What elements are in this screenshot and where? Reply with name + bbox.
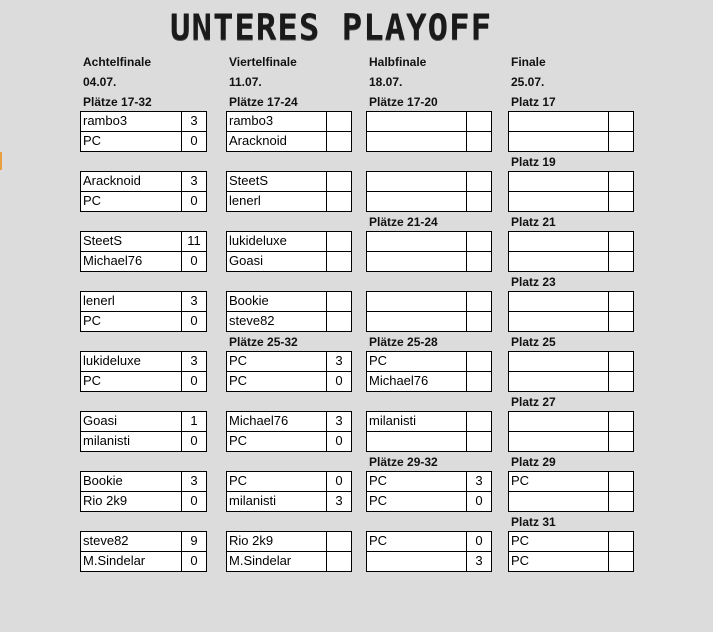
player-cell[interactable]: PC — [226, 471, 328, 492]
score-cell[interactable] — [466, 311, 492, 332]
score-cell[interactable]: 11 — [181, 231, 207, 252]
player-cell[interactable]: PC — [226, 351, 328, 372]
score-cell[interactable] — [326, 531, 352, 552]
score-cell[interactable] — [466, 251, 492, 272]
score-cell[interactable] — [466, 371, 492, 392]
date-achtelfinale: 04.07. — [83, 75, 117, 89]
player-cell[interactable]: PC — [80, 191, 182, 212]
player-cell[interactable]: milanisti — [366, 411, 468, 432]
label-platz-27: Platz 27 — [511, 395, 556, 409]
range-achtelfinale: Plätze 17-32 — [83, 95, 152, 109]
player-cell[interactable] — [508, 111, 610, 132]
score-cell[interactable]: 0 — [326, 431, 352, 452]
player-cell[interactable] — [508, 191, 610, 212]
score-cell[interactable] — [466, 131, 492, 152]
score-cell[interactable] — [466, 111, 492, 132]
player-cell[interactable] — [366, 551, 468, 572]
player-cell[interactable] — [508, 311, 610, 332]
player-cell[interactable] — [366, 431, 468, 452]
score-cell[interactable] — [608, 311, 634, 332]
range-viertelfinale: Plätze 17-24 — [229, 95, 298, 109]
player-cell[interactable]: steve82 — [226, 311, 328, 332]
score-cell[interactable]: 3 — [326, 491, 352, 512]
player-cell[interactable]: PC — [226, 371, 328, 392]
label-plaetze-25-28: Plätze 25-28 — [369, 335, 438, 349]
player-cell[interactable] — [366, 131, 468, 152]
score-cell[interactable]: 3 — [181, 171, 207, 192]
score-cell[interactable] — [466, 191, 492, 212]
label-platz-23: Platz 23 — [511, 275, 556, 289]
player-cell[interactable]: Michael76 — [226, 411, 328, 432]
score-cell[interactable] — [608, 251, 634, 272]
player-cell[interactable] — [508, 291, 610, 312]
score-cell[interactable] — [466, 231, 492, 252]
player-cell[interactable] — [508, 131, 610, 152]
label-platz-31: Platz 31 — [511, 515, 556, 529]
player-cell[interactable] — [366, 191, 468, 212]
score-cell[interactable]: 0 — [181, 431, 207, 452]
score-cell[interactable] — [608, 371, 634, 392]
player-cell[interactable] — [366, 111, 468, 132]
player-cell[interactable]: SteetS — [226, 171, 328, 192]
score-cell[interactable]: 0 — [326, 471, 352, 492]
player-cell[interactable]: lukideluxe — [226, 231, 328, 252]
player-cell[interactable]: Bookie — [226, 291, 328, 312]
player-cell[interactable]: Goasi — [226, 251, 328, 272]
player-cell[interactable]: milanisti — [226, 491, 328, 512]
score-cell[interactable]: 0 — [181, 131, 207, 152]
player-cell[interactable]: steve82 — [80, 531, 182, 552]
player-cell[interactable]: Rio 2k9 — [80, 491, 182, 512]
score-cell[interactable] — [608, 491, 634, 512]
round-achtelfinale: Achtelfinale — [83, 55, 152, 69]
label-platz-29: Platz 29 — [511, 455, 556, 469]
player-cell[interactable]: Michael76 — [366, 371, 468, 392]
player-cell[interactable]: lukideluxe — [80, 351, 182, 372]
score-cell[interactable] — [466, 411, 492, 432]
score-cell[interactable]: 3 — [181, 351, 207, 372]
score-cell[interactable]: 3 — [181, 111, 207, 132]
label-plaetze-25-32: Plätze 25-32 — [229, 335, 298, 349]
player-cell[interactable] — [508, 491, 610, 512]
row-marker — [0, 152, 2, 170]
score-cell[interactable] — [608, 411, 634, 432]
player-cell[interactable] — [508, 371, 610, 392]
player-cell[interactable]: M.Sindelar — [80, 551, 182, 572]
score-cell[interactable] — [608, 351, 634, 372]
score-cell[interactable] — [466, 351, 492, 372]
player-cell[interactable] — [508, 171, 610, 192]
range-halbfinale: Plätze 17-20 — [369, 95, 438, 109]
score-cell[interactable]: 0 — [181, 491, 207, 512]
score-cell[interactable] — [608, 551, 634, 572]
player-cell[interactable]: PC — [366, 351, 468, 372]
round-finale: Finale — [511, 55, 546, 69]
score-cell[interactable] — [326, 551, 352, 572]
player-cell[interactable]: Goasi — [80, 411, 182, 432]
player-cell[interactable]: rambo3 — [80, 111, 182, 132]
round-halbfinale: Halbfinale — [369, 55, 427, 69]
player-cell[interactable]: PC — [508, 471, 610, 492]
score-cell[interactable] — [608, 431, 634, 452]
label-platz-21: Platz 21 — [511, 215, 556, 229]
score-cell[interactable]: 0 — [181, 551, 207, 572]
score-cell[interactable] — [608, 171, 634, 192]
player-cell[interactable]: Bookie — [80, 471, 182, 492]
score-cell[interactable]: 0 — [466, 491, 492, 512]
player-cell[interactable]: PC — [366, 471, 468, 492]
date-halbfinale: 18.07. — [369, 75, 403, 89]
score-cell[interactable]: 0 — [466, 531, 492, 552]
score-cell[interactable] — [608, 131, 634, 152]
score-cell[interactable]: 9 — [181, 531, 207, 552]
score-cell[interactable] — [326, 311, 352, 332]
player-cell[interactable]: lenerl — [226, 191, 328, 212]
score-cell[interactable]: 0 — [326, 371, 352, 392]
score-cell[interactable]: 3 — [181, 471, 207, 492]
player-cell[interactable] — [508, 431, 610, 452]
page-title: UNTERES PLAYOFF — [170, 7, 493, 49]
player-cell[interactable] — [366, 251, 468, 272]
score-cell[interactable] — [326, 131, 352, 152]
score-cell[interactable]: 3 — [326, 411, 352, 432]
score-cell[interactable]: 0 — [181, 251, 207, 272]
player-cell[interactable]: PC — [366, 491, 468, 512]
player-cell[interactable] — [366, 171, 468, 192]
score-cell[interactable] — [466, 291, 492, 312]
player-cell[interactable]: PC — [508, 531, 610, 552]
score-cell[interactable] — [466, 171, 492, 192]
player-cell[interactable]: lenerl — [80, 291, 182, 312]
player-cell[interactable] — [508, 411, 610, 432]
score-cell[interactable] — [608, 191, 634, 212]
score-cell[interactable] — [326, 231, 352, 252]
player-cell[interactable] — [366, 231, 468, 252]
player-cell[interactable]: PC — [226, 431, 328, 452]
score-cell[interactable] — [326, 111, 352, 132]
score-cell[interactable] — [326, 251, 352, 272]
score-cell[interactable]: 1 — [181, 411, 207, 432]
label-plaetze-21-24: Plätze 21-24 — [369, 215, 438, 229]
player-cell[interactable] — [508, 251, 610, 272]
player-cell[interactable]: M.Sindelar — [226, 551, 328, 572]
score-cell[interactable]: 0 — [181, 371, 207, 392]
score-cell[interactable] — [608, 291, 634, 312]
score-cell[interactable] — [326, 171, 352, 192]
player-cell[interactable]: Michael76 — [80, 251, 182, 272]
round-viertelfinale: Viertelfinale — [229, 55, 297, 69]
player-cell[interactable]: PC — [366, 531, 468, 552]
score-cell[interactable] — [326, 291, 352, 312]
score-cell[interactable]: 3 — [466, 471, 492, 492]
score-cell[interactable]: 0 — [181, 191, 207, 212]
score-cell[interactable]: 3 — [181, 291, 207, 312]
player-cell[interactable] — [366, 311, 468, 332]
score-cell[interactable]: 0 — [181, 311, 207, 332]
player-cell[interactable]: milanisti — [80, 431, 182, 452]
player-cell[interactable] — [508, 351, 610, 372]
score-cell[interactable] — [326, 191, 352, 212]
score-cell[interactable] — [608, 471, 634, 492]
player-cell[interactable]: PC — [80, 311, 182, 332]
player-cell[interactable]: Aracknoid — [226, 131, 328, 152]
score-cell[interactable]: 3 — [466, 551, 492, 572]
player-cell[interactable]: PC — [80, 131, 182, 152]
label-platz-25: Platz 25 — [511, 335, 556, 349]
player-cell[interactable] — [508, 231, 610, 252]
score-cell[interactable] — [608, 231, 634, 252]
player-cell[interactable]: rambo3 — [226, 111, 328, 132]
date-finale: 25.07. — [511, 75, 545, 89]
player-cell[interactable] — [366, 291, 468, 312]
score-cell[interactable] — [608, 531, 634, 552]
score-cell[interactable] — [466, 431, 492, 452]
player-cell[interactable]: Rio 2k9 — [226, 531, 328, 552]
player-cell[interactable]: PC — [80, 371, 182, 392]
label-platz-19: Platz 19 — [511, 155, 556, 169]
range-finale: Platz 17 — [511, 95, 556, 109]
date-viertelfinale: 11.07. — [229, 75, 262, 89]
player-cell[interactable]: PC — [508, 551, 610, 572]
player-cell[interactable]: Aracknoid — [80, 171, 182, 192]
score-cell[interactable]: 3 — [326, 351, 352, 372]
label-plaetze-29-32: Plätze 29-32 — [369, 455, 438, 469]
score-cell[interactable] — [608, 111, 634, 132]
player-cell[interactable]: SteetS — [80, 231, 182, 252]
